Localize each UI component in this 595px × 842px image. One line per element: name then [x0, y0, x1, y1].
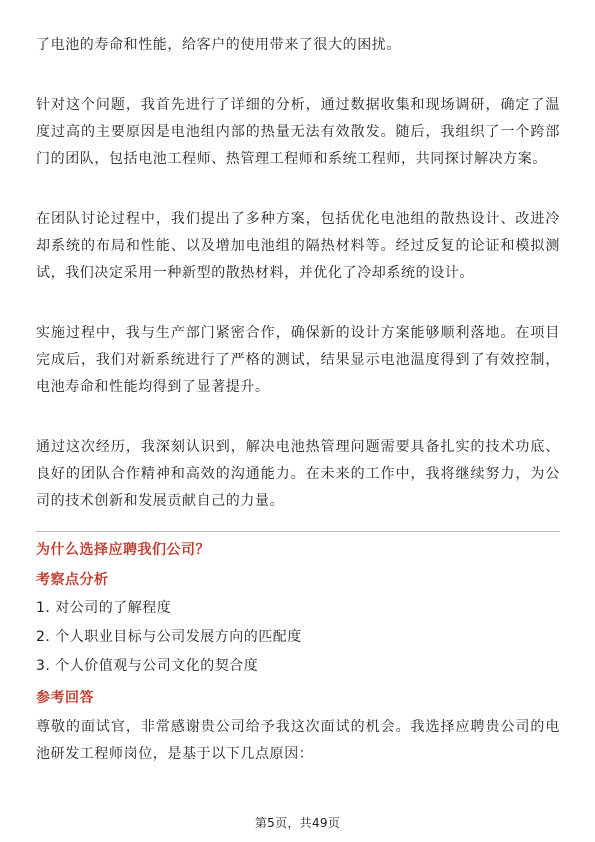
analysis-item: 3. 个人价值观与公司文化的契合度 [36, 658, 259, 674]
answer-text: 尊敬的面试官，非常感谢贵公司给予我这次面试的机会。我选择应聘贵公司的电池研发工程师岗位，是基于以下几点原因： [36, 719, 560, 762]
body-paragraph-2: 针对这个问题，我首先进行了详细的分析，通过数据收集和现场调研，确定了温度过高的主要原因是电池组内部的热量无法有效散发。随后，我组织了一个跨部门的团队，包括电池工程师、热管理工程师和系统工程师，共同探讨解决方案。 [36, 97, 560, 167]
body-paragraph-4: 实施过程中，我与生产部门紧密合作，确保新的设计方案能够顺利落地。在项目完成后，我们对新系统进行了严格的测试，结果显示电池温度得到了有效控制，电池寿命和性能均得到了显著提升。 [36, 325, 560, 395]
analysis-heading: 考察点分析 [36, 572, 109, 588]
body-paragraph-5: 通过这次经历，我深刻认识到，解决电池热管理问题需要具备扎实的技术功底、良好的团队合作精神和高效的沟通能力。在未来的工作中，我将继续努力，为公司的技术创新和发展贡献自己的力量。 [36, 439, 560, 509]
body-paragraph-1: 了电池的寿命和性能，给客户的使用带来了很大的困扰。 [36, 37, 401, 53]
analysis-item: 2. 个人职业目标与公司发展方向的匹配度 [36, 629, 302, 645]
analysis-list [36, 594, 302, 681]
section-divider [36, 531, 560, 532]
page-footer: 第5页，共49页 [254, 816, 341, 830]
analysis-item: 1. 对公司的了解程度 [36, 600, 172, 616]
answer-heading: 参考回答 [36, 690, 94, 706]
body-paragraph-3: 在团队讨论过程中，我们提出了多种方案，包括优化电池组的散热设计、改进冷却系统的布局和性能、以及增加电池组的隔热材料等。经过反复的论证和模拟测试，我们决定采用一种新型的散热材料，并优化了冷却系统的设计。 [36, 211, 560, 281]
interview-question: 为什么选择应聘我们公司？ [36, 542, 210, 558]
